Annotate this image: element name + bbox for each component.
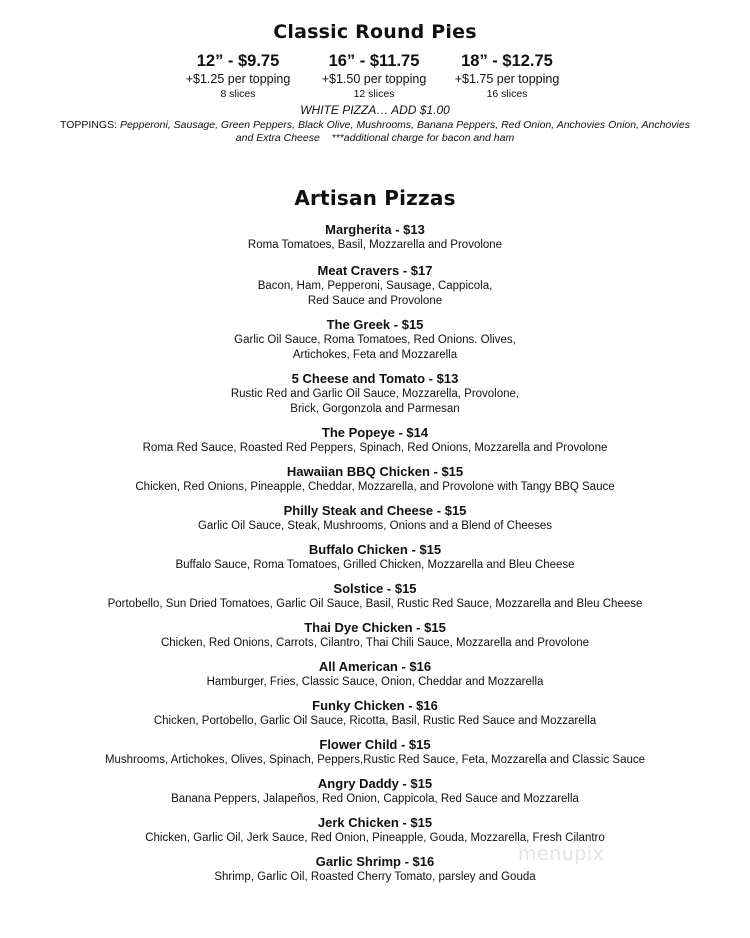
pizza-name: Hawaiian BBQ Chicken - $15: [286, 464, 464, 479]
pizza-name: Thai Dye Chicken - $15: [304, 620, 446, 635]
toppings-note: ***additional charge for bacon and ham: [331, 132, 515, 144]
white-pizza-note: WHITE PIZZA… ADD $1.00: [300, 103, 450, 117]
pizza-name: Flower Child - $15: [319, 737, 431, 752]
pizza-item: [0, 370, 750, 417]
pizza-name: Solstice - $15: [333, 581, 417, 596]
pizza-name: All American - $16: [318, 659, 432, 674]
pizza-item: [0, 262, 750, 309]
pizza-name: Buffalo Chicken - $15: [308, 542, 442, 557]
pizza-description: Portobello, Sun Dried Tomatoes, Garlic Oil Sauce, Basil, Rustic Red Sauce, Mozzarella and Bleu Cheese: [107, 598, 643, 610]
pizza-name: The Greek - $15: [326, 317, 424, 332]
toppings-items: Pepperoni, Sausage, Green Peppers, Black Olive, Mushrooms, Banana Peppers, Red Onion, Anchovies Onion, Anchovies and Extra Cheese: [119, 119, 690, 144]
size-price: 18” - $12.75: [461, 52, 553, 70]
pizza-description: Chicken, Red Onions, Carrots, Cilantro, Thai Chili Sauce, Mozzarella and Provolone: [160, 637, 590, 649]
pizza-description: Chicken, Garlic Oil, Jerk Sauce, Red Onion, Pineapple, Gouda, Mozzarella, Fresh Cilantro: [145, 832, 605, 844]
artisan-pizzas-heading: Artisan Pizzas: [294, 186, 456, 210]
pizza-description: Banana Peppers, Jalapeños, Red Onion, Cappicola, Red Sauce and Mozzarella: [171, 793, 579, 805]
classic-round-pies-heading: Classic Round Pies: [273, 21, 477, 43]
pizza-item: [0, 619, 750, 651]
pizza-name: Jerk Chicken - $15: [317, 815, 433, 830]
pizza-item: [0, 316, 750, 363]
size-option-18: [427, 52, 587, 101]
pizza-item: [0, 736, 750, 768]
size-topping-price: +$1.75 per topping: [454, 72, 560, 86]
size-price: 12” - $9.75: [196, 52, 280, 70]
toppings-label: TOPPINGS:: [60, 119, 118, 131]
pizza-item: [0, 463, 750, 495]
pizza-description: Hamburger, Fries, Classic Sauce, Onion, Cheddar and Mozzarella: [206, 676, 544, 688]
pizza-item: [0, 658, 750, 690]
pizza-description: Bacon, Ham, Pepperoni, Sausage, Cappicola,: [257, 280, 493, 292]
pizza-item: [0, 580, 750, 612]
artisan-pizza-list: [0, 214, 750, 885]
toppings-list: [60, 119, 690, 145]
size-topping-price: +$1.50 per topping: [321, 72, 427, 86]
pizza-item: [0, 853, 750, 885]
pizza-name: Margherita - $13: [325, 222, 425, 237]
pizza-item: [0, 814, 750, 846]
pizza-description: Chicken, Portobello, Garlic Oil Sauce, Ricotta, Basil, Rustic Red Sauce and Mozzarella: [153, 715, 597, 727]
pizza-name: Philly Steak and Cheese - $15: [283, 503, 467, 518]
pizza-description: Chicken, Red Onions, Pineapple, Cheddar, Mozzarella, and Provolone with Tangy BBQ Sauce: [135, 481, 615, 493]
pizza-description: Roma Red Sauce, Roasted Red Peppers, Spinach, Red Onions, Mozzarella and Provolone: [142, 442, 608, 454]
pizza-description: Roma Tomatoes, Basil, Mozzarella and Provolone: [247, 239, 503, 251]
pizza-item: [0, 697, 750, 729]
size-options: [0, 52, 750, 102]
pizza-description: Mushrooms, Artichokes, Olives, Spinach, Peppers,Rustic Red Sauce, Feta, Mozzarella and Classic Sauce: [104, 754, 646, 766]
pizza-name: Garlic Shrimp - $16: [315, 854, 435, 869]
size-slices: 12 slices: [353, 88, 395, 100]
pizza-name: Meat Cravers - $17: [317, 263, 433, 278]
size-slices: 16 slices: [486, 88, 528, 100]
pizza-name: Funky Chicken - $16: [312, 698, 438, 713]
pizza-description: Garlic Oil Sauce, Steak, Mushrooms, Onions and a Blend of Cheeses: [197, 520, 553, 532]
pizza-description: Artichokes, Feta and Mozzarella: [292, 349, 458, 361]
pizza-description: Garlic Oil Sauce, Roma Tomatoes, Red Onions. Olives,: [234, 334, 516, 346]
size-topping-price: +$1.25 per topping: [185, 72, 291, 86]
pizza-name: The Popeye - $14: [321, 425, 429, 440]
menupix-watermark: menupix: [518, 843, 605, 865]
pizza-description: Buffalo Sauce, Roma Tomatoes, Grilled Chicken, Mozzarella and Bleu Cheese: [175, 559, 575, 571]
size-price: 16” - $11.75: [328, 52, 420, 70]
pizza-item: [0, 221, 750, 253]
pizza-description: Shrimp, Garlic Oil, Roasted Cherry Tomato, parsley and Gouda: [214, 871, 536, 883]
pizza-description: Rustic Red and Garlic Oil Sauce, Mozzarella, Provolone,: [230, 388, 520, 400]
pizza-name: 5 Cheese and Tomato - $13: [291, 371, 459, 386]
size-slices: 8 slices: [220, 88, 256, 100]
pizza-item: [0, 775, 750, 807]
pizza-item: [0, 424, 750, 456]
pizza-description: Brick, Gorgonzola and Parmesan: [290, 403, 460, 415]
pizza-item: [0, 541, 750, 573]
pizza-name: Angry Daddy - $15: [317, 776, 433, 791]
pizza-item: [0, 502, 750, 534]
pizza-description: Red Sauce and Provolone: [307, 295, 443, 307]
